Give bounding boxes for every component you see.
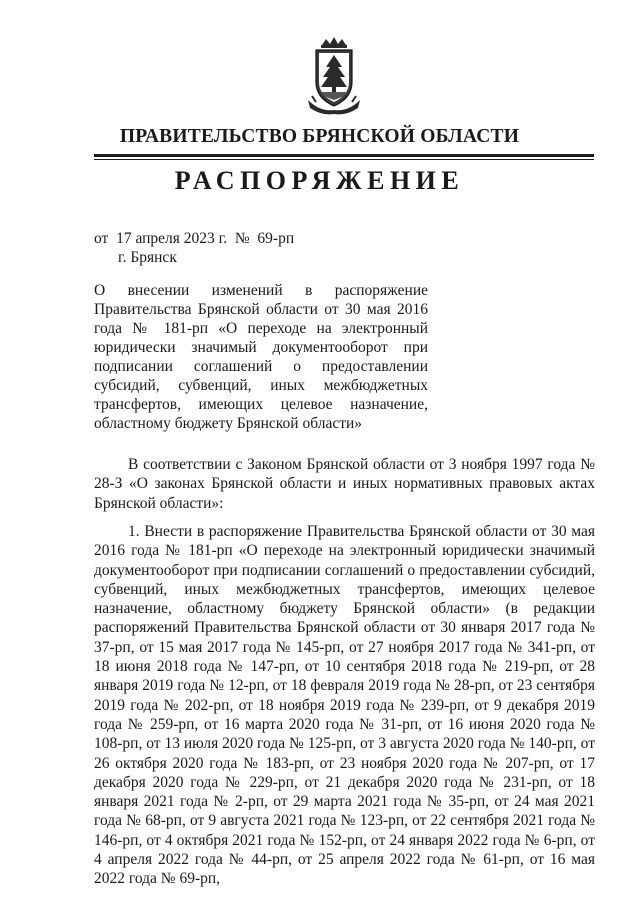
coat-of-arms-icon (302, 36, 366, 116)
document-date-number: от 17 апреля 2023 г. № 69-рп (94, 230, 295, 247)
document-subject: О внесении изменений в распоряжение Правительства Брянской области от 30 мая 2016 года № 181-рп «О переходе на электронный юридически значимый документооборот при подписании соглашений о предоставлении субсидий, субвенций, иных межбюджетных трансфертов, имеющих целевое назначение, областному бюджету Брянской области» (94, 282, 428, 432)
document-city: г. Брянск (118, 249, 177, 266)
document-type-title: РАСПОРЯЖЕНИЕ (174, 166, 465, 195)
header-divider-thick (94, 154, 594, 157)
header-divider-thin (94, 159, 594, 160)
preamble-paragraph: В соответствии с Законом Брянской области от 3 ноября 1997 года № 28-З «О законах Брянской области и иных нормативных правовых актах Брянской области»: (94, 456, 595, 512)
item-1-paragraph: 1. Внести в распоряжение Правительства Брянской области от 30 мая 2016 года № 181-рп «О переходе на электронный юридически значимый документооборот при подписании соглашений о предоставлении субсидий, субвенций, иных межбюджетных трансфертов, имеющих целевое назначение, областному бюджету Брянской области» (в редакции распоряжений Правительства Брянской области от 30 января 2017 года № 37-рп, от 15 мая 2017 года № 145-рп, от 27 ноября 2017 года № 341-рп, от 18 июня 2018 года № 147-рп, от 10 сентября 2018 года № 219-рп, от 28 января 2019 года № 12-рп, от 18 февраля 2019 года № 28-рп, от 23 сентября 2019 года № 202-рп, от 18 ноября 2019 года № 239-рп, от 9 декабря 2019 года № 259-рп, от 16 марта 2020 года № 31-рп, от 16 июня 2020 года № 108-рп, от 13 июля 2020 года № 125-рп, от 3 августа 2020 года № 140-рп, от 26 октября 2020 года № 183-рп, от 23 ноября 2020 года № 207-рп, от 17 декабря 2020 года № 229-рп, от 21 декабря 2020 года № 231-рп, от 18 января 2021 года № 2-рп, от 29 марта 2021 года № 35-рп, от 24 мая 2021 года № 68-рп, от 9 августа 2021 года № 123-рп, от 22 сентября 2021 года № 146-рп, от 4 октября 2021 года № 152-рп, от 24 января 2022 года № 6-рп, от 4 апреля 2022 года № 44-рп, от 25 апреля 2022 года № 61-рп, от 16 мая 2022 года № 69-рп, (94, 523, 595, 888)
organization-title: ПРАВИТЕЛЬСТВО БРЯНСКОЙ ОБЛАСТИ (119, 126, 520, 147)
